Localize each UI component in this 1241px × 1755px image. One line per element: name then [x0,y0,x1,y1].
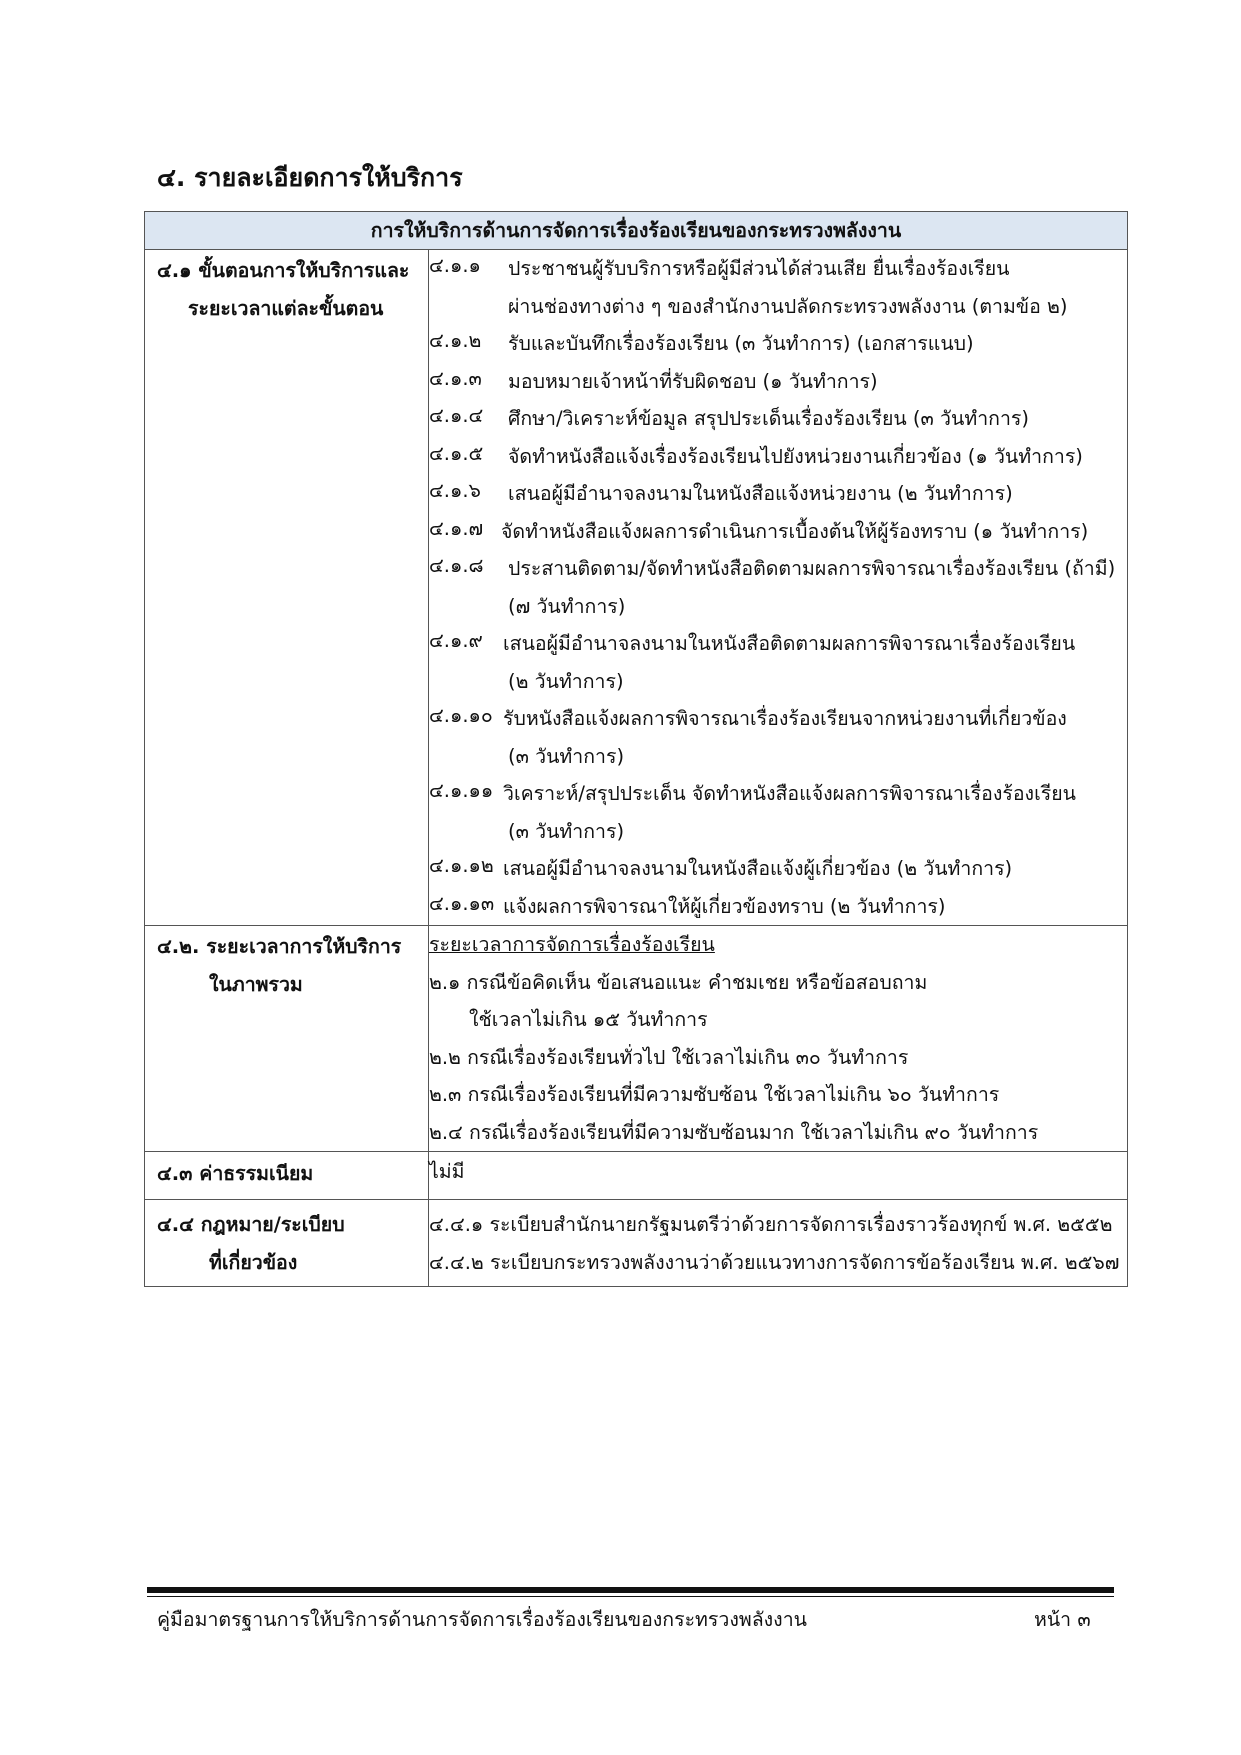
step-number: ๔.๑.๒ [429,329,482,352]
step-item [429,550,1127,625]
step-text-line: วิเคราะห์/สรุปประเด็น จัดทำหนังสือแจ้งผลการพิจารณาเรื่องร้องเรียน [503,782,1076,805]
table-row [145,1200,1128,1287]
regulations-cell [429,1200,1128,1287]
step-item [429,363,1127,401]
row-label-line: ๔.๓ ค่าธรรมเนียม [157,1162,314,1185]
steps-cell [429,250,1128,926]
footer-divider-thick [147,1587,1114,1593]
duration-item: ๒.๓ กรณีเรื่องร้องเรียนที่มีความซับซ้อน ใช้เวลาไม่เกิน ๖๐ วันทำการ [429,1083,1000,1106]
step-number: ๔.๑.๘ [429,554,484,577]
step-text: จัดทำหนังสือแจ้งเรื่องร้องเรียนไปยังหน่วยงานเกี่ยวข้อง (๑ วันทำการ) [508,444,1083,468]
step-number: ๔.๑.๕ [429,441,484,465]
row-label [145,1152,428,1199]
duration-item-continued: ใช้เวลาไม่เกิน ๑๕ วันทำการ [469,1008,708,1031]
step-text: ศึกษา/วิเคราะห์ข้อมูล สรุปประเด็นเรื่องร้องเรียน (๓ วันทำการ) [508,407,1029,430]
step-item [429,475,1127,513]
fee-value: ไม่มี [429,1160,465,1183]
step-item [429,325,1127,363]
step-text [503,700,1067,775]
footer-title: คู่มือมาตรฐานการให้บริการด้านการจัดการเรื่องร้องเรียนของกระทรวงพลังงาน [157,1608,807,1631]
row-label-cell [145,1200,429,1287]
fee-cell [429,1152,1128,1200]
step-text-line: (๓ วันทำการ) [508,819,625,843]
duration-item: ๒.๑ กรณีข้อคิดเห็น ข้อเสนอแนะ คำชมเชย หรือข้อสอบถาม [429,970,928,994]
step-item [429,438,1127,476]
step-item [429,850,1127,888]
step-number: ๔.๑.๗ [429,516,484,540]
page-number: หน้า ๓ [1034,1608,1091,1631]
step-item [429,400,1127,438]
step-text-line: ประสานติดตาม/จัดทำหนังสือติดตามผลการพิจารณาเรื่องร้องเรียน (ถ้ามี) [508,557,1116,580]
step-number: ๔.๑.๔ [429,404,484,427]
step-number: ๔.๑.๙ [429,629,483,652]
row-label-line: ที่เกี่ยวข้อง [209,1251,298,1274]
step-number: ๔.๑.๑ [429,254,481,277]
step-text-line: ประชาชนผู้รับบริการหรือผู้มีส่วนได้ส่วนเสีย ยื่นเรื่องร้องเรียน [508,257,1010,280]
step-text: เสนอผู้มีอำนาจลงนามในหนังสือแจ้งผู้เกี่ยวข้อง (๒ วันทำการ) [503,857,1013,880]
step-item [429,700,1127,775]
step-text-line: (๗ วันทำการ) [508,594,626,618]
step-text-line: รับหนังสือแจ้งผลการพิจารณาเรื่องร้องเรียนจากหน่วยงานที่เกี่ยวข้อง [503,707,1067,730]
step-number: ๔.๑.๑๒ [429,854,494,877]
row-label [145,926,428,1004]
step-text: มอบหมายเจ้าหน้าที่รับผิดชอบ (๑ วันทำการ) [508,369,878,393]
step-text [508,250,1068,325]
row-label-line: ในภาพรวม [209,973,303,996]
row-label-line: ๔.๑ ขั้นตอนการให้บริการและ [157,259,410,282]
row-label-line: ๔.๔ กฎหมาย/ระเบียบ [157,1213,345,1236]
step-item [429,250,1127,325]
step-text [503,775,1076,850]
step-number: ๔.๑.๖ [429,479,481,502]
step-text-line: เสนอผู้มีอำนาจลงนามในหนังสือติดตามผลการพิจารณาเรื่องร้องเรียน [503,632,1076,655]
step-number: ๔.๑.๓ [429,366,482,390]
step-text: จัดทำหนังสือแจ้งผลการดำเนินการเบื้องต้นให้ผู้ร้องทราบ (๑ วันทำการ) [501,519,1089,543]
step-text-line: (๒ วันทำการ) [508,669,624,693]
step-text: แจ้งผลการพิจารณาให้ผู้เกี่ยวข้องทราบ (๒ วันทำการ) [503,894,946,918]
table-header: การให้บริการด้านการจัดการเรื่องร้องเรียนของกระทรวงพลังงาน [145,212,1128,250]
table-row [145,1152,1128,1200]
footer-divider-thin [147,1596,1114,1597]
duration-subtitle: ระยะเวลาการจัดการเรื่องร้องเรียน [429,933,715,956]
step-number: ๔.๑.๑๑ [429,779,494,802]
duration-item: ๒.๔ กรณีเรื่องร้องเรียนที่มีความซับซ้อนมาก ใช้เวลาไม่เกิน ๙๐ วันทำการ [429,1120,1039,1144]
step-text: เสนอผู้มีอำนาจลงนามในหนังสือแจ้งหน่วยงาน (๒ วันทำการ) [508,482,1013,505]
step-text [508,550,1115,625]
table-row [145,250,1128,926]
step-item [429,775,1127,850]
step-text-line: (๓ วันทำการ) [508,744,625,768]
section-heading: ๔. รายละเอียดการให้บริการ [157,163,463,192]
step-number: ๔.๑.๑๓ [429,891,495,915]
step-item [429,513,1127,551]
duration-item: ๒.๒ กรณีเรื่องร้องเรียนทั่วไป ใช้เวลาไม่เกิน ๓๐ วันทำการ [429,1045,909,1069]
step-text-line: ผ่านช่องทางต่าง ๆ ของสำนักงานปลัดกระทรวงพลังงาน (ตามข้อ ๒) [508,294,1068,318]
row-label-cell [145,1152,429,1200]
service-details-table [144,211,1128,1287]
regulation-item: ๔.๔.๑ ระเบียบสำนักนายกรัฐมนตรีว่าด้วยการจัดการเรื่องราวร้องทุกข์ พ.ศ. ๒๕๕๒ [429,1213,1113,1236]
step-item [429,625,1127,700]
row-label-line: ระยะเวลาแต่ละขั้นตอน [188,297,384,320]
step-text: รับและบันทึกเรื่องร้องเรียน (๓ วันทำการ) (เอกสารแนบ) [508,332,974,355]
row-label [145,1200,428,1286]
row-label-cell [145,250,429,926]
duration-cell [429,926,1128,1152]
regulation-item: ๔.๔.๒ ระเบียบกระทรวงพลังงานว่าด้วยแนวทางการจัดการข้อร้องเรียน พ.ศ. ๒๕๖๗ [429,1250,1120,1274]
table-row [145,926,1128,1152]
table-header-row [145,212,1128,250]
step-number: ๔.๑.๑๐ [429,704,493,727]
step-text [503,625,1075,700]
row-label-line: ๔.๒. ระยะเวลาการให้บริการ [157,935,402,958]
row-label [145,250,428,328]
step-item [429,888,1127,926]
row-label-cell [145,926,429,1152]
